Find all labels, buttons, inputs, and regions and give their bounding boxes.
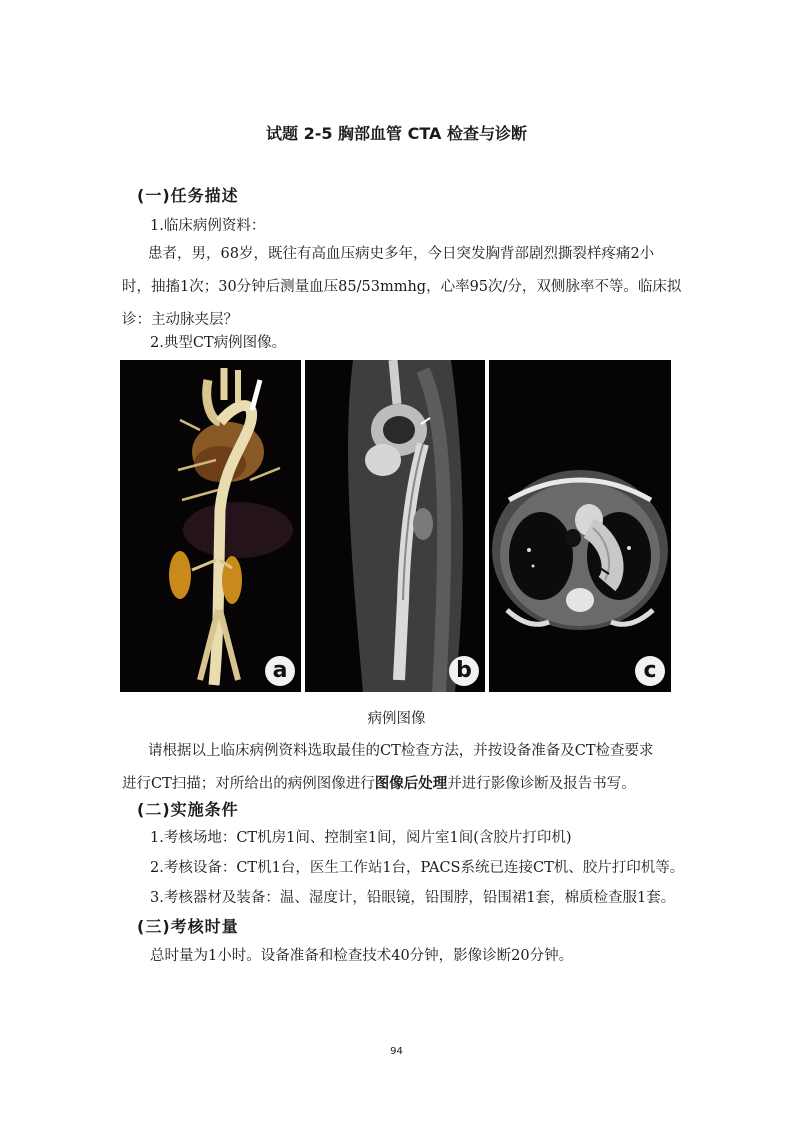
conditions-item-2: 2.考核设备：CT机1台，医生工作站1台，PACS系统已连接CT机、胶片打印机等。 <box>150 860 685 876</box>
section1-heading: (一)任务描述 <box>137 186 239 205</box>
case-description <box>122 238 682 337</box>
time-limit-text: 总时量为1小时。设备准备和检查技术40分钟，影像诊断20分钟。 <box>150 948 574 964</box>
panel-a-label: a <box>265 656 295 686</box>
figure-caption: 病例图像 <box>367 711 426 727</box>
sagittal-image <box>305 360 485 692</box>
panel-b-sagittal <box>305 360 485 692</box>
instruction-paragraph <box>122 735 682 801</box>
conditions-item-3: 3.考核器材及装备：温、湿度计，铅眼镜，铅围脖，铅围裙1套，棉质检查服1套。 <box>150 890 676 906</box>
case-info-label: 1.临床病例资料： <box>150 218 266 234</box>
instruction-line-1: 请根据以上临床病例资料选取最佳的CT检查方法，并按设备准备及CT检查要求 <box>148 743 654 759</box>
panel-c-axial <box>489 360 671 692</box>
panel-a-3d-rendering <box>120 360 301 692</box>
instruction-text-after: 并进行影像诊断及报告书写。 <box>447 776 636 792</box>
case-line-2: 时，抽搐1次；30分钟后测量血压85/53mmhg，心率95次/分，双侧脉率不等。临床拟 <box>122 279 682 295</box>
section3-heading: (三)考核时量 <box>137 917 239 936</box>
case-line-1: 患者，男，68岁，既往有高血压病史多年，今日突发胸背部剧烈撕裂样疼痛2小 <box>148 246 655 262</box>
panel-c-label: c <box>635 656 665 686</box>
ct-case-figure <box>120 360 671 692</box>
panel-b-label: b <box>449 656 479 686</box>
document-title: 试题 2-5 胸部血管 CTA 检查与诊断 <box>266 124 527 143</box>
section2-heading: (二)实施条件 <box>137 800 239 819</box>
page-number: 94 <box>390 1046 403 1057</box>
typical-images-label: 2.典型CT病例图像。 <box>150 335 287 351</box>
case-line-3: 诊：主动脉夹层？ <box>122 312 238 328</box>
post-processing-emphasis: 图像后处理 <box>374 776 448 792</box>
conditions-item-1: 1.考核场地：CT机房1间、控制室1间，阅片室1间(含胶片打印机) <box>150 830 572 846</box>
axial-image <box>489 360 671 692</box>
volume-rendering-image <box>120 360 301 692</box>
instruction-text-before: 进行CT扫描；对所给出的病例图像进行 <box>122 776 375 792</box>
